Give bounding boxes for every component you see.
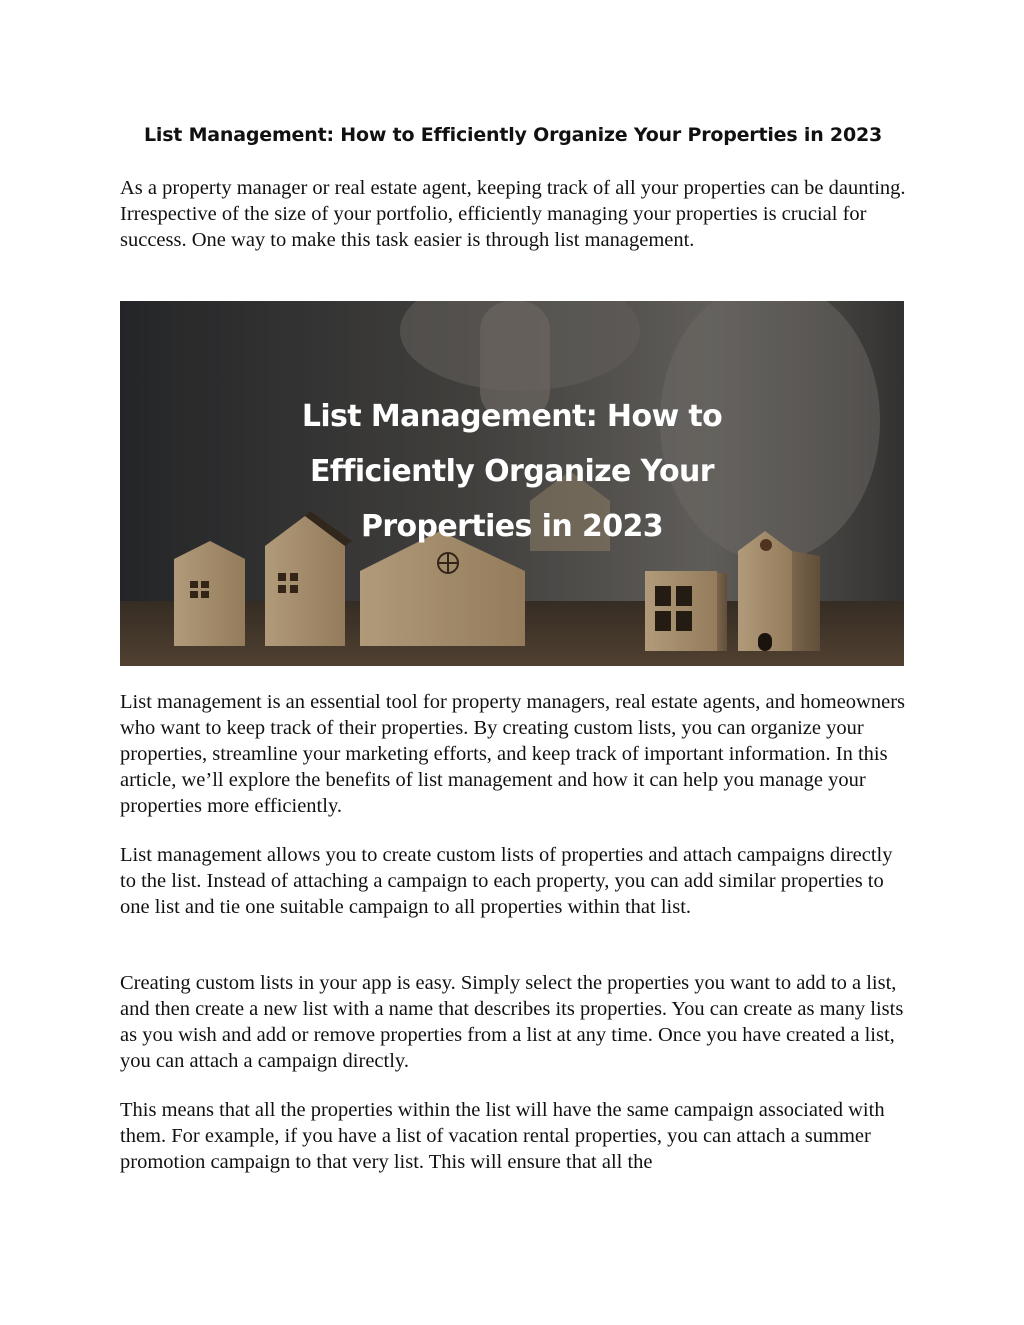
- body-paragraph-4: This means that all the properties within the list will have the same campaign associated with them. For example, if you have a list of vacation rental properties, you can attach a summer promotion campaign to that very list. This will ensure that all the: [120, 1099, 885, 1173]
- intro-paragraph: As a property manager or real estate agent, keeping track of all your properties can be daunting. Irrespective of the size of your portfolio, efficiently managing your properties is crucial for success. One way to make this task easier is through list management.: [120, 177, 906, 251]
- hero-image: [120, 301, 904, 666]
- body-paragraph-2: List management allows you to create custom lists of properties and attach campaigns directly to the list. Instead of attaching a campaign to each property, you can add similar properties to one list and tie one suitable campaign to all properties within that list.: [120, 844, 893, 918]
- body-paragraph-3: Creating custom lists in your app is easy. Simply select the properties you want to add to a list, and then create a new list with a name that describes its properties. You can create as many lists as you wish and add or remove properties from a list at any time. Once you have created a list, you can attach a campaign directly.: [120, 972, 904, 1072]
- hero-caption: [120, 389, 904, 554]
- hero-caption-line-1: List Management: How to: [301, 399, 723, 434]
- hero-caption-line-2: Efficiently Organize Your: [310, 454, 714, 489]
- body-paragraph-1: List management is an essential tool for property managers, real estate agents, and homeowners who want to keep track of their properties. By creating custom lists, you can organize your properties, streamline your marketing efforts, and keep track of important information. In this article, we’ll explore the benefits of list management and how it can help you manage your properties more efficiently.: [120, 691, 906, 817]
- hero-caption-line-3: Properties in 2023: [360, 509, 664, 544]
- article-title: List Management: How to Efficiently Organize Your Properties in 2023: [143, 124, 883, 146]
